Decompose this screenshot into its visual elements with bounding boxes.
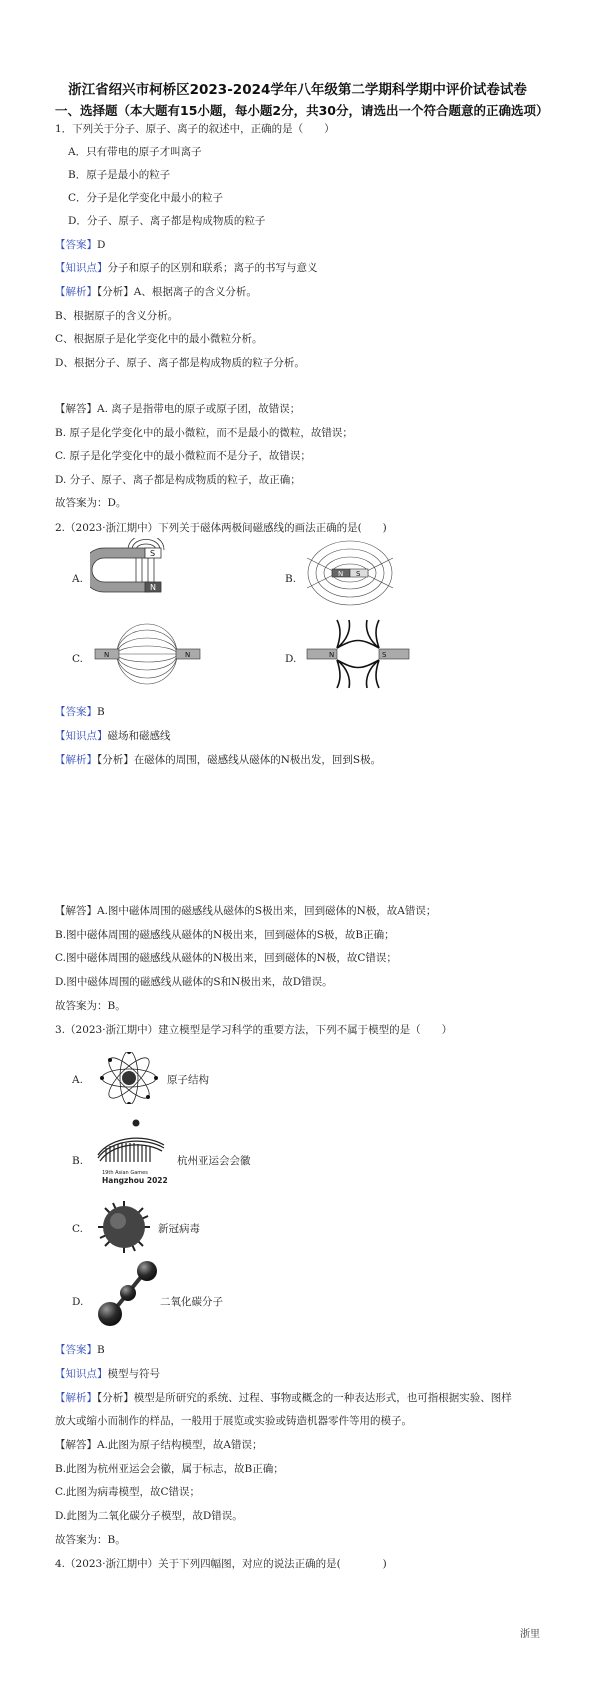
q1-option-c: C．分子是化学变化中最小的粒子 [68,192,224,204]
magnet-n-label: N [150,583,156,592]
q2-label-b: B. [285,573,297,585]
q2-label-d: D. [285,653,297,665]
magnet-figure-d [303,618,413,690]
magnet-s-label: S [382,651,387,659]
q2-label-c: C. [72,653,83,665]
knowledge-tag: 【知识点】 [55,262,108,274]
q1-knowledge-point [55,262,318,275]
q2-solution-line: C.图中磁体周围的磁感线从磁体的N极出来，回到磁体的N极，故C错误； [55,952,397,964]
q3-analysis-line: 放大或缩小而制作的样品，一般用于展览或实验或铸造机器零件等用的模子。 [55,1415,412,1427]
analysis-text: 【分析】模型是所研究的系统、过程、事物或概念的一种表达形式，也可指根据实验、图样 [97,1392,512,1404]
page-title: 浙江省绍兴市柯桥区2023-2024学年八年级第二学期科学期中评价试卷试卷 [68,82,527,98]
q1-analysis [55,286,257,299]
q3-stem: 3.（2023·浙江期中）建立模型是学习科学的重要方法，下列不属于模型的是（ ） [55,1024,453,1036]
q1-answer [55,239,105,252]
q2-solution-line: D.图中磁体周围的磁感线从磁体的S和N极出来，故D错误。 [55,976,333,988]
magnet-s-label: S [356,570,361,578]
coronavirus-model-image [95,1200,153,1254]
answer-tag: 【答案】 [55,239,97,251]
q3-solution-line: 故答案为：B。 [55,1534,126,1546]
knowledge-text: 磁场和磁感线 [107,730,171,742]
asian-games-emblem-image [92,1118,170,1186]
q1-solution-line: D. 分子、原子、离子都是构成物质的粒子，故正确； [55,474,301,486]
q2-solution-line: 【解答】A.图中磁体周围的磁感线从磁体的S极出来，回到磁体的N极，故A错误； [55,905,437,917]
magnet-n-label: N [329,651,335,659]
analysis-text: 【分析】在磁体的周围，磁感线从磁体的N极出发，回到S极。 [97,754,382,766]
knowledge-tag: 【知识点】 [55,730,108,742]
q1-option-a: A．只有带电的原子才叫离子 [68,146,202,158]
q1-solution-line: 【解答】A. 离子是指带电的原子或原子团，故错误； [55,403,301,415]
magnet-figure-a [90,538,185,603]
analysis-tag: 【解析】 [55,754,97,766]
q1-stem: 1．下列关于分子、原子、离子的叙述中，正确的是（ ） [55,123,335,135]
q3-label-c: C. [72,1223,83,1235]
q1-solution-line: 故答案为：D。 [55,497,127,509]
section-heading: 一、选择题（本大题有15小题，每小题2分，共30分，请选出一个符合题意的正确选项） [55,103,549,118]
q3-knowledge-point [55,1368,160,1381]
q2-label-a: A. [72,573,83,585]
answer-value: B [97,1344,105,1356]
q3-solution-line: 【解答】A.此图为原子结构模型，故A错误； [55,1439,263,1451]
q3-option-c-text: 新冠病毒 [158,1223,200,1235]
analysis-tag: 【解析】 [55,1392,97,1404]
co2-molecule-image [95,1260,160,1328]
analysis-tag: 【解析】 [55,286,97,298]
answer-value: B [97,706,105,718]
q1-solution-line: B. 原子是化学变化中的最小微粒，而不是最小的微粒，故错误； [55,427,353,439]
q3-option-d-text: 二氧化碳分子 [160,1296,223,1308]
magnet-figure-b [303,538,398,608]
q2-answer [55,706,105,719]
emblem-caption: Hangzhou 2022 [102,1176,168,1185]
q1-option-d: D．分子、原子、离子都是构成物质的粒子 [68,215,266,227]
q2-solution-line: B.图中磁体周围的磁感线从磁体的N极出来，回到磁体的S极，故B正确； [55,929,395,941]
magnet-n-label: N [104,651,110,659]
q2-solution-line: 故答案为：B。 [55,1000,126,1012]
q3-label-d: D. [72,1296,84,1308]
q3-solution-line: D.此图为二氧化碳分子模型，故D错误。 [55,1510,243,1522]
q3-option-a-text: 原子结构 [167,1074,209,1086]
page-footer: 浙里 [520,1629,540,1640]
magnet-figure-c [90,622,205,687]
q3-solution-line: C.此图为病毒模型，故C错误； [55,1486,201,1498]
q1-option-b: B．原子是最小的粒子 [68,169,171,181]
q1-solution-line: C. 原子是化学变化中的最小微粒而不是分子，故错误； [55,450,311,462]
answer-tag: 【答案】 [55,1344,97,1356]
q3-option-b-text: 杭州亚运会会徽 [177,1155,251,1167]
answer-value: D [97,239,106,251]
emblem-caption: 19th Asian Games [102,1170,148,1176]
q2-stem: 2.（2023·浙江期中）下列关于磁体两极间磁感线的画法正确的是( ) [55,522,387,534]
magnet-n-label: N [338,570,344,578]
answer-tag: 【答案】 [55,706,97,718]
q2-analysis [55,754,381,767]
magnet-s-label: S [150,549,156,558]
knowledge-text: 模型与符号 [107,1368,160,1380]
q1-analysis-line: C、根据原子是化学变化中的最小微粒分析。 [55,333,263,345]
knowledge-tag: 【知识点】 [55,1368,108,1380]
q3-solution-line: B.此图为杭州亚运会会徽，属于标志，故B正确； [55,1463,284,1475]
q4-stem: 4.（2023·浙江期中）关于下列四幅图，对应的说法正确的是( ) [55,1558,387,1570]
q2-knowledge-point [55,730,171,743]
analysis-text: 【分析】A、根据离子的含义分析。 [97,286,257,298]
q3-label-b: B. [72,1155,84,1167]
q1-analysis-line: B、根据原子的含义分析。 [55,310,179,322]
q1-analysis-line: D、根据分子、原子、离子都是构成物质的粒子分析。 [55,357,305,369]
magnet-n-label: N [185,651,191,659]
atom-model-image [100,1052,158,1104]
q3-label-a: A. [72,1074,83,1086]
q3-analysis [55,1392,512,1405]
q3-answer [55,1344,105,1357]
knowledge-text: 分子和原子的区别和联系；离子的书写与意义 [107,262,318,274]
